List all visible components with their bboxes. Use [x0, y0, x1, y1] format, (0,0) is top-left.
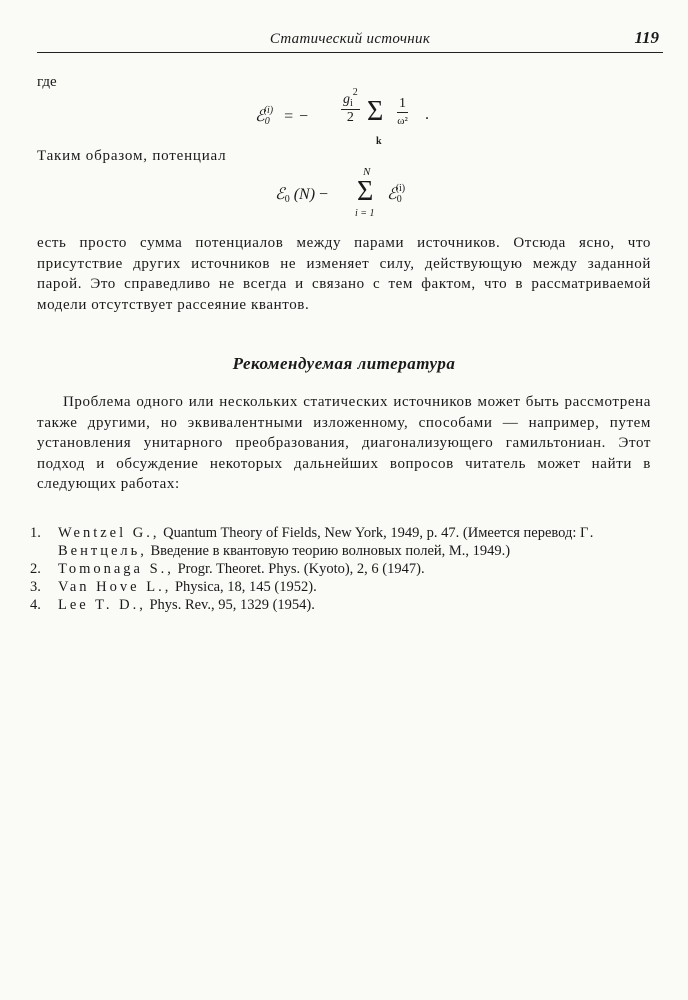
eq2-arg: (N) — [293, 186, 316, 203]
page-header — [37, 28, 663, 53]
equation-1 — [255, 87, 455, 152]
reference-author: Wentzel G., — [58, 525, 160, 541]
section-heading: Рекомендуемая литература — [232, 354, 456, 373]
reference-text: Progr. Theoret. Phys. (Kyoto), 2, 6 (1947). — [173, 561, 425, 577]
reference-item — [30, 578, 655, 596]
reference-item — [30, 524, 655, 560]
eq2-sigma: Σ — [357, 176, 374, 207]
reference-text: Physica, 18, 145 (1952). — [171, 579, 317, 595]
reference-text-translation: Введение в квантовую теорию волновых полей, М., 1949.) — [146, 543, 511, 559]
eq2-term-symbol: ℰ — [387, 186, 397, 203]
eq2-lhs-sub: 0 — [284, 194, 290, 205]
eq2-sigma-bottom: i = 1 — [355, 208, 375, 219]
eq1-symbol: ℰ — [255, 108, 265, 125]
paragraph-2: Проблема одного или нескольких статических источников может быть рассмотрена также другими, но эквивалентными изложенному, способами — например, путем установления унитарного преобразования, диагонализующего гамильтониан. Этот подход и обсуждение некоторых дальнейших вопросов читатель может найти в следующих работах: — [37, 394, 651, 492]
reference-item — [30, 560, 655, 578]
eq1-frac1-den: 2 — [346, 110, 354, 125]
eq1-period: . — [425, 106, 429, 123]
eq2-lhs — [275, 184, 328, 204]
reference-author-translation: Г. Вентцель, — [58, 525, 597, 559]
running-title: Статический источник — [269, 31, 431, 47]
equation-2 — [275, 166, 475, 222]
eq1-fraction-1 — [341, 87, 360, 126]
intro-line-2: Таким образом, потенциал — [37, 148, 227, 164]
eq2-term — [387, 184, 405, 204]
eq2-symbol: ℰ — [275, 186, 285, 203]
reference-author: Lee T. D., — [58, 597, 146, 613]
eq1-lhs-sub: 0 — [264, 116, 270, 127]
eq1-equals: = — [283, 108, 294, 125]
paragraph-1: есть просто сумма потенциалов между парами источников. Отсюда ясно, что присутствие других источников не изменяет силу, действующую между заданной парой. Это справедливо не всегда и связано с тем фактом, что в рассматриваемой модели отсутствует рассеяние квантов. — [37, 235, 651, 313]
eq1-sigma: Σ — [367, 96, 384, 127]
reference-author: Tomonaga S., — [58, 561, 174, 577]
reference-number: 2. — [30, 561, 41, 577]
eq1-frac2-num: 1 — [399, 96, 406, 111]
eq1-frac1-sup: 2 — [352, 87, 358, 98]
eq1-sigma-sub: k — [376, 136, 382, 147]
reference-number: 1. — [30, 525, 41, 541]
eq1-lhs — [255, 106, 309, 126]
intro-word: где — [37, 74, 57, 90]
eq1-fraction-2 — [397, 96, 408, 129]
eq1-minus: − — [297, 108, 309, 125]
eq1-lhs-sup: (i) — [263, 105, 274, 116]
reference-author: Van Hove L., — [58, 579, 172, 595]
reference-list — [30, 524, 655, 614]
eq2-minus: − — [319, 186, 329, 203]
eq1-frac2-den: ω² — [397, 115, 408, 127]
eq2-term-sub: 0 — [396, 194, 402, 205]
reference-item — [30, 596, 655, 614]
eq1-frac1-g: g — [343, 92, 350, 107]
eq1-frac1-num — [341, 87, 360, 110]
eq2-term-sup: (i) — [395, 183, 406, 194]
page-number: 119 — [634, 28, 659, 47]
reference-number: 3. — [30, 579, 41, 595]
reference-number: 4. — [30, 597, 41, 613]
eq2-sigma-top: N — [363, 166, 371, 178]
reference-text: Phys. Rev., 95, 1329 (1954). — [145, 597, 315, 613]
eq1-frac1-sub: i — [350, 98, 353, 109]
reference-text: Quantum Theory of Fields, New York, 1949, p. 47. (Имеется перевод: — [159, 525, 580, 541]
